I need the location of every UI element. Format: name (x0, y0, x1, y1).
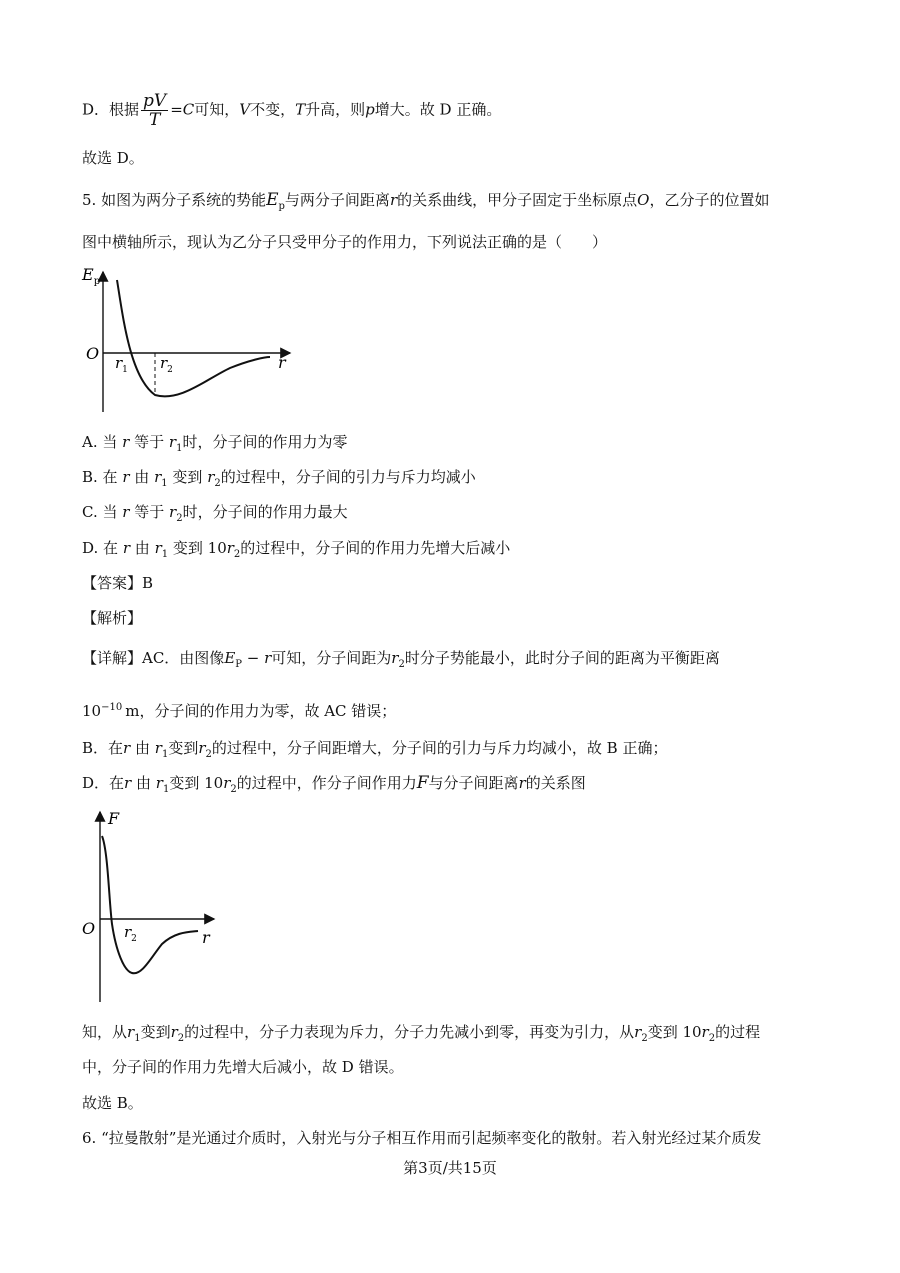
r-axis-label: r (278, 353, 286, 372)
origin-label: O (86, 344, 100, 363)
ep-label: $E_p$ (82, 265, 101, 287)
q6-stem-line-1: 6. “拉曼散射”是光通过介质时，入射光与分子相互作用而引起频率变化的散射。若入射光经过某介质发 (82, 1129, 762, 1147)
r2-label-2: $r_2$ (124, 923, 137, 944)
fraction-pv-t: $\frac{pV}{T}$ (143, 91, 167, 130)
r-axis-label-2: r (202, 928, 210, 947)
q5-option-c: C. 当 r 等于 $r_2$时，分子间的作用力最大 (82, 503, 348, 524)
f-curve (102, 836, 198, 973)
q5-option-b: B. 在 r 由 $r_1$ 变到 $r_2$的过程中，分子间的引力与斥力均减小 (82, 468, 476, 489)
q5-analysis-heading: 【解析】 (82, 609, 143, 627)
q4-option-d: D．根据 $\frac{pV}{T}$ =C可知，V不变，T升高，则p增大。故 D 正确。 (82, 91, 502, 130)
q5-option-a: A. 当 r 等于 $r_1$时，分子间的作用力为零 (82, 433, 348, 454)
q4-choose: 故选 D。 (82, 149, 144, 167)
q5-know-line-1: 知，从$r_1$变到$r_2$的过程中，分子力表现为斥力，分子力先减小到零，再变为引力，从$r_2$变到 $10r_2$的过程 (82, 1023, 761, 1044)
q5-stem-line-1: 5. 如图为两分子系统的势能$E_p$与两分子间距离r的关系曲线，甲分子固定于坐标原点O，乙分子的位置如 (82, 190, 770, 212)
q5-answer: 【答案】B (82, 574, 154, 592)
r2-label: $r_2$ (160, 354, 173, 375)
q5-stem-line-2: 图中横轴所示，现认为乙分子只受甲分子的作用力，下列说法正确的是（ ） (82, 233, 608, 251)
q5-detail-d: D．在r 由 $r_1$变到 $10r_2$的过程中，作分子间作用力F与分子间距离r的关系图 (82, 773, 586, 795)
q5-choose: 故选 B。 (82, 1094, 143, 1112)
origin-label-2: O (82, 919, 96, 938)
ep-r-graph (80, 262, 300, 417)
ep-curve (117, 280, 270, 396)
q5-detail-b: B．在r 由 $r_1$变到$r_2$的过程中，分子间距增大，分子间的引力与斥力均减小，故 B 正确； (82, 739, 668, 760)
q5-option-d: D. 在 r 由 $r_1$ 变到 $10r_2$的过程中，分子间的作用力先增大后减小 (82, 539, 511, 560)
r1-label: $r_1$ (115, 354, 128, 375)
q5-detail-line-2: $10^{-10}$ m，分子间的作用力为零，故 AC 错误； (82, 702, 397, 720)
page-footer: 第3页/共15页 (403, 1159, 497, 1177)
q5-detail-line-1: 【详解】AC．由图像$E_P - r$可知，分子间距为$r_2$时分子势能最小，此时分子间的距离为平衡距离 (82, 649, 720, 670)
q5-know-line-2: 中，分子间的作用力先增大后减小，故 D 错误。 (82, 1058, 404, 1076)
f-r-graph (80, 806, 230, 1006)
f-label: F (108, 809, 120, 828)
